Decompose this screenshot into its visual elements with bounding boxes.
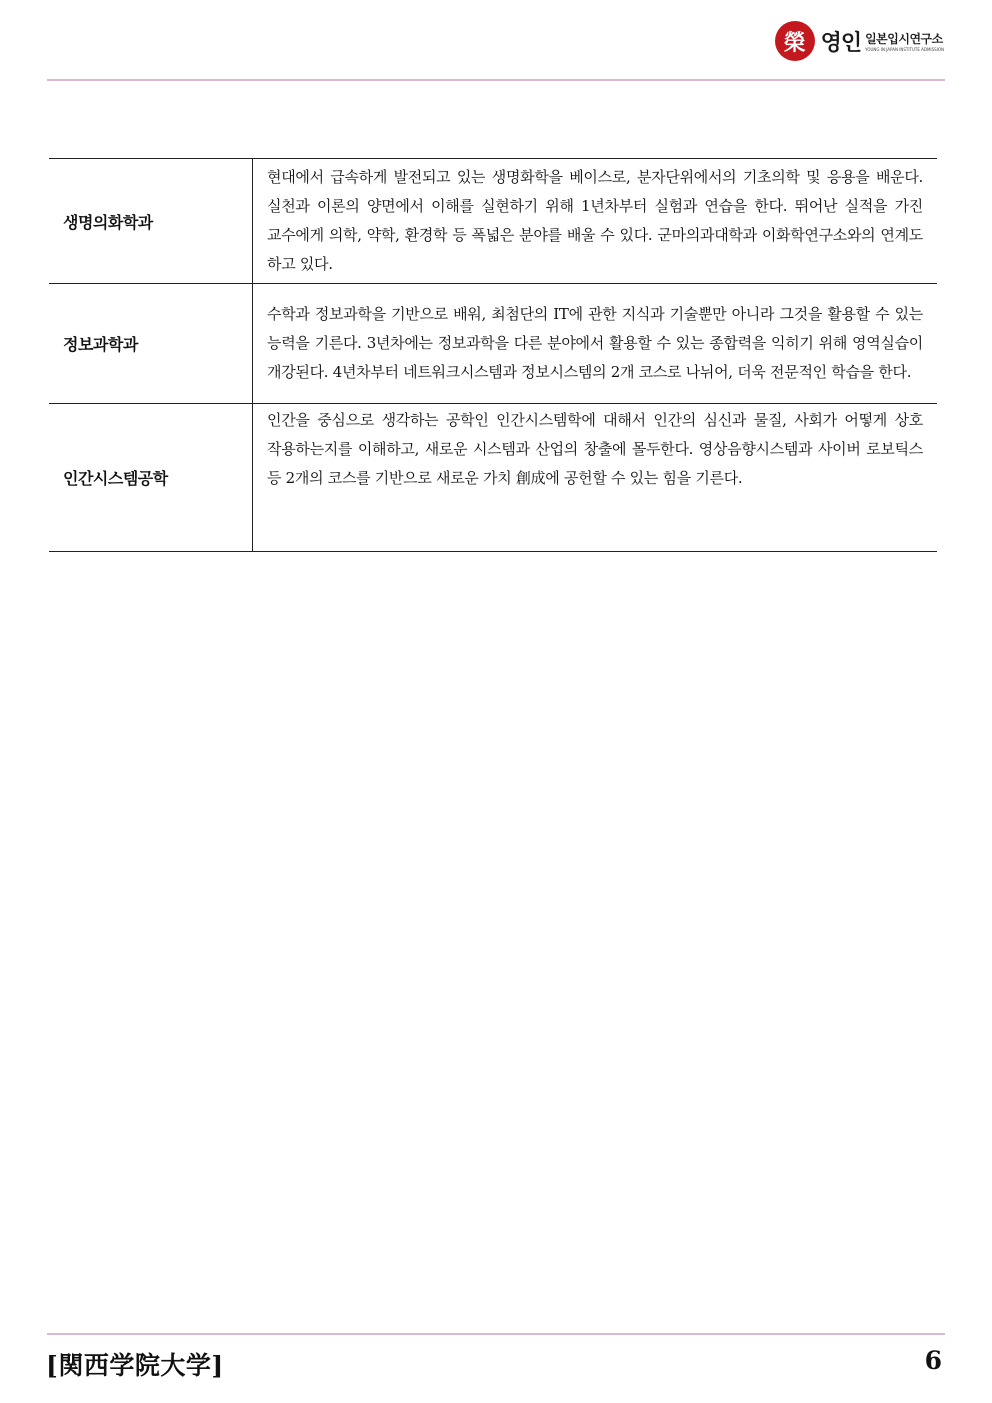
institute-logo <box>775 20 944 62</box>
logo-subtitle-korean: 일본입시연구소 <box>865 32 943 46</box>
table-row <box>49 284 937 404</box>
table-row <box>49 159 937 284</box>
logo-emblem: 榮 <box>775 21 815 61</box>
department-description <box>253 284 938 404</box>
header-divider <box>47 79 945 81</box>
department-table <box>49 158 937 552</box>
department-name: 생명의화학과 <box>49 159 253 284</box>
footer-divider <box>47 1333 945 1335</box>
logo-name: 영인 <box>820 30 862 56</box>
footer-university-name: [関西学院大学] <box>46 1351 224 1380</box>
description-text: 현대에서 급속하게 발전되고 있는 생명화학을 베이스로, 분자단위에서의 기초의학 및 응용을 배운다. 실천과 이론의 양면에서 이해를 실현하기 위해 1년차부터 실험과 연습을 한다. 뛰어난 실적을 가진 교수에게 의학, 약학, 환경학 등 폭넓은 분야를 배울 수 있다. 군마의과대학과 이화학연구소와의 연계도 하고 있다. <box>267 168 923 273</box>
description-text: 인간을 중심으로 생각하는 공학인 인간시스템학에 대해서 인간의 심신과 물질, 사회가 어떻게 상호 작용하는지를 이해하고, 새로운 시스템과 산업의 창출에 몰두한다. 영상음향시스템과 사이버 로보틱스 등 2개의 코스를 기반으로 새로운 가치 創成에 공헌할 수 있는 힘을 기른다. <box>267 411 923 487</box>
page-number: 6 <box>924 1346 942 1375</box>
logo-subtitle-english: YOUNG IN JAPAN INSTITUTE ADMISSION <box>865 47 944 52</box>
table-row <box>49 404 937 552</box>
description-text: 수학과 정보과학을 기반으로 배워, 최첨단의 IT에 관한 지식과 기술뿐만 아니라 그것을 활용할 수 있는 능력을 기른다. 3년차에는 정보과학을 다른 분야에서 활용할 수 있는 종합력을 익히기 위해 영역실습이 개강된다. 4년차부터 네트워크시스템과 정보시스템의 2개 코스로 나뉘어, 더욱 전문적인 학습을 한다. <box>267 305 923 381</box>
department-name: 인간시스템공학 <box>49 404 253 552</box>
department-description <box>253 159 938 284</box>
department-name: 정보과학과 <box>49 284 253 404</box>
department-description <box>253 404 938 552</box>
logo-subtitle <box>865 30 944 52</box>
